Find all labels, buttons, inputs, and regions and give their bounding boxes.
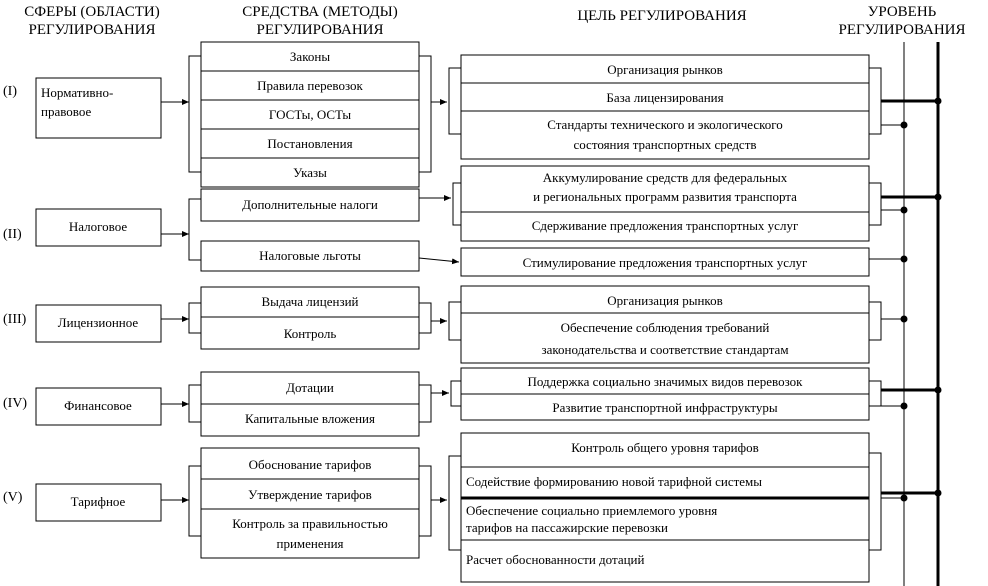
bracket: [189, 385, 201, 422]
sphere-label: Финансовое: [64, 398, 132, 413]
sphere-label-line: правовое: [41, 104, 92, 119]
means-item: Контроль: [283, 326, 337, 341]
junction-dot: [901, 122, 908, 129]
goal-item: состояния транспортных средств: [573, 137, 757, 152]
bracket: [453, 183, 461, 225]
sphere-label: Лицензионное: [57, 315, 139, 330]
header-goal: ЦЕЛЬ РЕГУЛИРОВАНИЯ: [577, 8, 747, 24]
junction-dot: [901, 207, 908, 214]
bracket: [869, 183, 881, 225]
header-spheres-line2: РЕГУЛИРОВАНИЯ: [28, 22, 156, 38]
means-item: Утверждение тарифов: [248, 487, 372, 502]
means-item: Указы: [293, 165, 327, 180]
bracket: [449, 68, 461, 134]
header-means-line2: РЕГУЛИРОВАНИЯ: [256, 22, 384, 38]
goal-item: Поддержка социально значимых видов перевозок: [527, 374, 803, 389]
goal-item: Стимулирование предложения транспортных услуг: [522, 255, 808, 270]
goal-item: Организация рынков: [607, 293, 723, 308]
header-spheres-line1: СФЕРЫ (ОБЛАСТИ): [24, 4, 160, 20]
junction-dot: [901, 256, 908, 263]
bracket: [419, 303, 431, 333]
bracket: [449, 456, 461, 550]
bracket: [189, 466, 201, 536]
goal-item: Стандарты технического и экологического: [547, 117, 783, 132]
bracket: [869, 302, 881, 340]
goal-item: Развитие транспортной инфраструктуры: [552, 400, 778, 415]
junction-dot: [901, 495, 908, 502]
bracket: [189, 199, 201, 260]
goal-item: Сдерживание предложения транспортных услуг: [531, 218, 799, 233]
bracket: [869, 453, 881, 550]
junction-dot: [901, 316, 908, 323]
junction-dot: [935, 387, 942, 394]
means-item: Налоговые льготы: [259, 248, 361, 263]
means-item: Обоснование тарифов: [248, 457, 372, 472]
goal-item: тарифов на пассажирские перевозки: [466, 520, 669, 535]
bracket: [419, 56, 431, 172]
goal-item: Контроль общего уровня тарифов: [571, 440, 759, 455]
junction-dot: [935, 98, 942, 105]
bracket: [869, 381, 881, 406]
means-item: Дотации: [286, 380, 334, 395]
goal-item: База лицензирования: [606, 90, 724, 105]
goal-item: Обеспечение социально приемлемого уровня: [466, 503, 718, 518]
means-item: ГОСТы, ОСТы: [268, 107, 352, 122]
sphere-number: (III): [3, 312, 27, 327]
goal-item: Аккумулирование средств для федеральных: [542, 170, 788, 185]
means-item: применения: [276, 536, 344, 551]
goal-item: Содействие формированию новой тарифной системы: [466, 474, 763, 489]
header-means-line1: СРЕДСТВА (МЕТОДЫ): [242, 4, 398, 20]
means-item: Постановления: [267, 136, 353, 151]
goal-item: законодательства и соответствие стандартам: [541, 342, 789, 357]
header-level-line2: РЕГУЛИРОВАНИЯ: [838, 22, 966, 38]
bracket: [419, 466, 431, 536]
sphere-number: (V): [3, 490, 23, 505]
means-item: Законы: [289, 49, 331, 64]
goal-item: Расчет обоснованности дотаций: [466, 552, 645, 567]
means-item: Правила перевозок: [257, 78, 363, 93]
goal-item: Обеспечение соблюдения требований: [560, 320, 770, 335]
header-level-line1: УРОВЕНЬ: [867, 4, 937, 20]
means-item: Капитальные вложения: [245, 411, 375, 426]
sphere-number: (IV): [3, 396, 28, 411]
junction-dot: [935, 490, 942, 497]
bracket: [189, 56, 201, 172]
sphere-label: Налоговое: [68, 219, 128, 234]
bracket: [869, 68, 881, 134]
connector-arrow: [419, 258, 459, 262]
means-item: Выдача лицензий: [261, 294, 359, 309]
bracket: [451, 381, 461, 406]
sphere-label-line: Нормативно-: [41, 85, 114, 100]
means-item: Контроль за правильностью: [232, 516, 388, 531]
means-item: Дополнительные налоги: [242, 197, 378, 212]
goal-item: и региональных программ развития транспорта: [533, 189, 797, 204]
junction-dot: [901, 403, 908, 410]
bracket: [419, 385, 431, 422]
sphere-number: (I): [3, 84, 17, 99]
bracket: [189, 303, 201, 333]
sphere-number: (II): [3, 227, 22, 242]
sphere-label: Тарифное: [70, 494, 126, 509]
goal-item: Организация рынков: [607, 62, 723, 77]
junction-dot: [935, 194, 942, 201]
bracket: [449, 302, 461, 340]
